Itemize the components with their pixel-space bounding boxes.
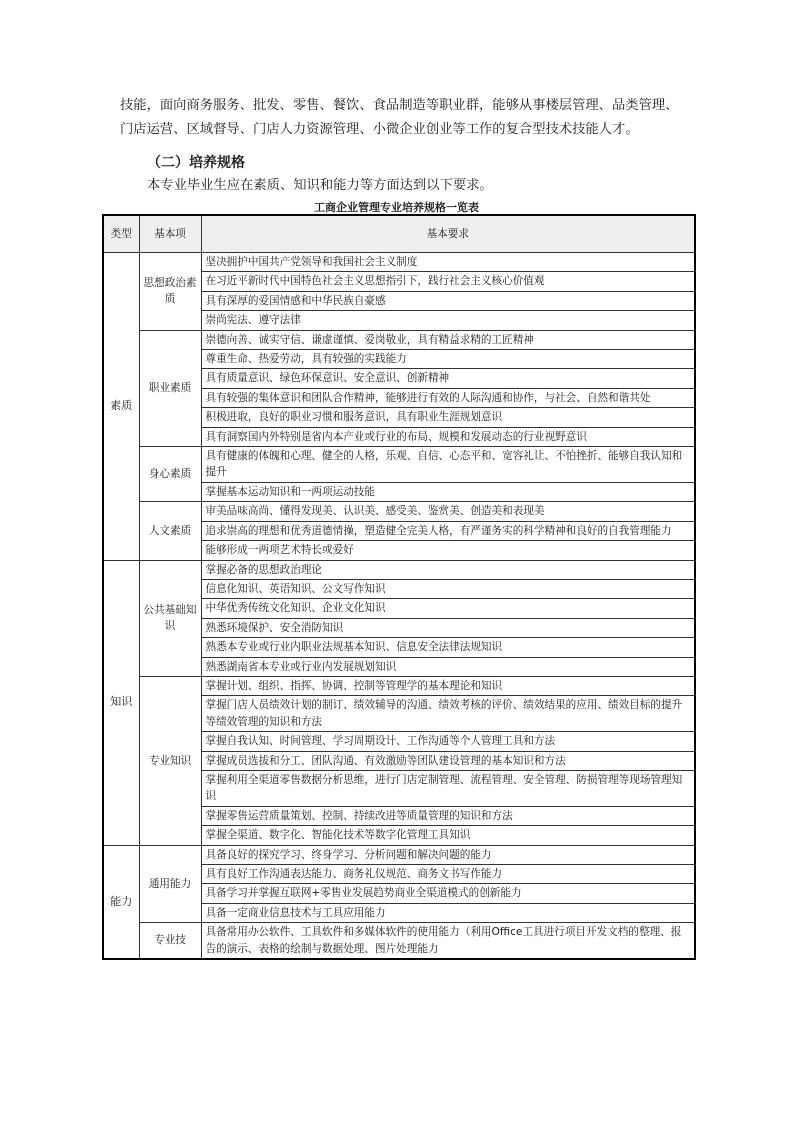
requirement-cell: 具有质量意识、绿色环保意识、安全意识、创新精神 [201,369,695,388]
item-cell: 专业知识 [139,676,201,845]
body-paragraph: 技能，面向商务服务、批发、零售、餐饮、食品制造等职业群，能够从事楼层管理、品类管理、门店运营、区域督导、门店人力资源管理、小微企业创业等工作的复合型技术技能人才。 [120,98,679,137]
header-type: 类型 [103,215,139,253]
table-row [103,845,695,864]
requirement-cell: 掌握门店人员绩效计划的制订、绩效辅导的沟通、绩效考核的评价、绩效结果的应用、绩效目标的提升等绩效管理的知识和方法 [201,696,695,732]
requirement-cell: 在习近平新时代中国特色社会主义思想指引下，践行社会主义核心价值观 [201,272,695,291]
requirement-cell: 掌握零售运营质量策划、控制、持续改进等质量管理的知识和方法 [201,806,695,825]
requirement-cell: 能够形成一两项艺术特长或爱好 [201,541,695,560]
requirement-cell: 具有良好工作沟通表达能力、商务礼仪规范、商务文书写作能力 [201,865,695,884]
table-row [103,923,695,959]
requirement-cell: 具有洞察国内外特别是省内本产业或行业的布局、规模和发展动态的行业视野意识 [201,427,695,446]
item-cell: 人文素质 [139,502,201,560]
item-cell: 职业素质 [139,330,201,446]
item-cell: 专业技 [139,923,201,959]
requirement-cell: 积极进取，良好的职业习惯和服务意识，具有职业生涯规划意识 [201,408,695,427]
requirement-cell: 具备一定商业信息技术与工具应用能力 [201,903,695,922]
type-cell: 能力 [103,845,139,959]
requirement-cell: 审美品味高尚、懂得发现美、认识美、感受美、鉴赏美、创造美和表现美 [201,502,695,521]
requirement-cell: 具有深厚的爱国情感和中华民族自豪感 [201,291,695,310]
requirement-cell: 掌握基本运动知识和一两项运动技能 [201,482,695,501]
requirement-cell: 崇德向善、诚实守信、谦虚谨慎、爱岗敬业，具有精益求精的工匠精神 [201,330,695,349]
intro-text: 本专业毕业生应在素质、知识和能力等方面达到以下要求。 [147,178,493,193]
requirement-cell: 熟悉环境保护、安全消防知识 [201,618,695,637]
requirement-cell: 崇尚宪法、遵守法律 [201,311,695,330]
type-cell: 知识 [103,560,139,845]
section-heading: （二）培养规格 [147,155,245,171]
requirement-cell: 追求崇高的理想和优秀道德情操，塑造健全完美人格，有严谨务实的科学精神和良好的自我管理能力 [201,521,695,540]
requirement-cell: 掌握成员选拔和分工、团队沟通、有效激励等团队建设管理的基本知识和方法 [201,751,695,770]
requirement-cell: 掌握利用全渠道零售数据分析思维，进行门店定制管理、流程管理、安全管理、防损管理等现场管理知识 [201,770,695,806]
requirement-cell: 坚决拥护中国共产党领导和我国社会主义制度 [201,253,695,272]
requirement-cell: 具有较强的集体意识和团队合作精神，能够进行有效的人际沟通和协作，与社会、自然和谐共处 [201,388,695,407]
requirement-cell: 尊重生命、热爱劳动，具有较强的实践能力 [201,350,695,369]
type-cell: 素质 [103,253,139,561]
requirement-cell: 具有健康的体魄和心理、健全的人格，乐观、自信、心态平和、宽容礼让、不怕挫折、能够自我认知和提升 [201,447,695,483]
item-cell: 身心素质 [139,447,201,502]
table-row [103,253,695,272]
requirement-cell: 具备学习并掌握互联网+零售业发展趋势商业全渠道模式的创新能力 [201,884,695,903]
item-cell: 公共基础知识 [139,560,201,676]
requirement-cell: 信息化知识、英语知识、公文写作知识 [201,579,695,598]
table-header-row [103,215,695,253]
item-cell: 思想政治素质 [139,253,201,331]
requirement-cell: 中华优秀传统文化知识、企业文化知识 [201,599,695,618]
header-requirement: 基本要求 [201,215,695,253]
table-row [103,676,695,695]
requirement-cell: 具备良好的探究学习、终身学习、分析问题和解决问题的能力 [201,845,695,864]
requirement-cell: 掌握计划、组织、指挥、协调、控制等管理学的基本理论和知识 [201,676,695,695]
spec-table [102,214,696,960]
table-caption: 工商企业管理专业培养规格一览表 [314,201,479,214]
table-row [103,502,695,521]
item-cell: 通用能力 [139,845,201,923]
table-row [103,447,695,483]
table-row [103,560,695,579]
requirement-cell: 掌握自我认知、时间管理、学习周期设计、工作沟通等个人管理工具和方法 [201,732,695,751]
requirement-cell: 掌握必备的思想政治理论 [201,560,695,579]
header-item: 基本项 [139,215,201,253]
table-row [103,330,695,349]
requirement-cell: 掌握全渠道、数字化、智能化技术等数字化管理工具知识 [201,826,695,845]
requirement-cell: 具备常用办公软件、工具软件和多媒体软件的使用能力（利用Office工具进行项目开发文档的整理、报告的演示、表格的绘制与数据处理、图片处理能力 [201,923,695,959]
requirement-cell: 熟悉本专业或行业内职业法规基本知识、信息安全法律法规知识 [201,638,695,657]
requirement-cell: 熟悉湖南省本专业或行业内发展规划知识 [201,657,695,676]
